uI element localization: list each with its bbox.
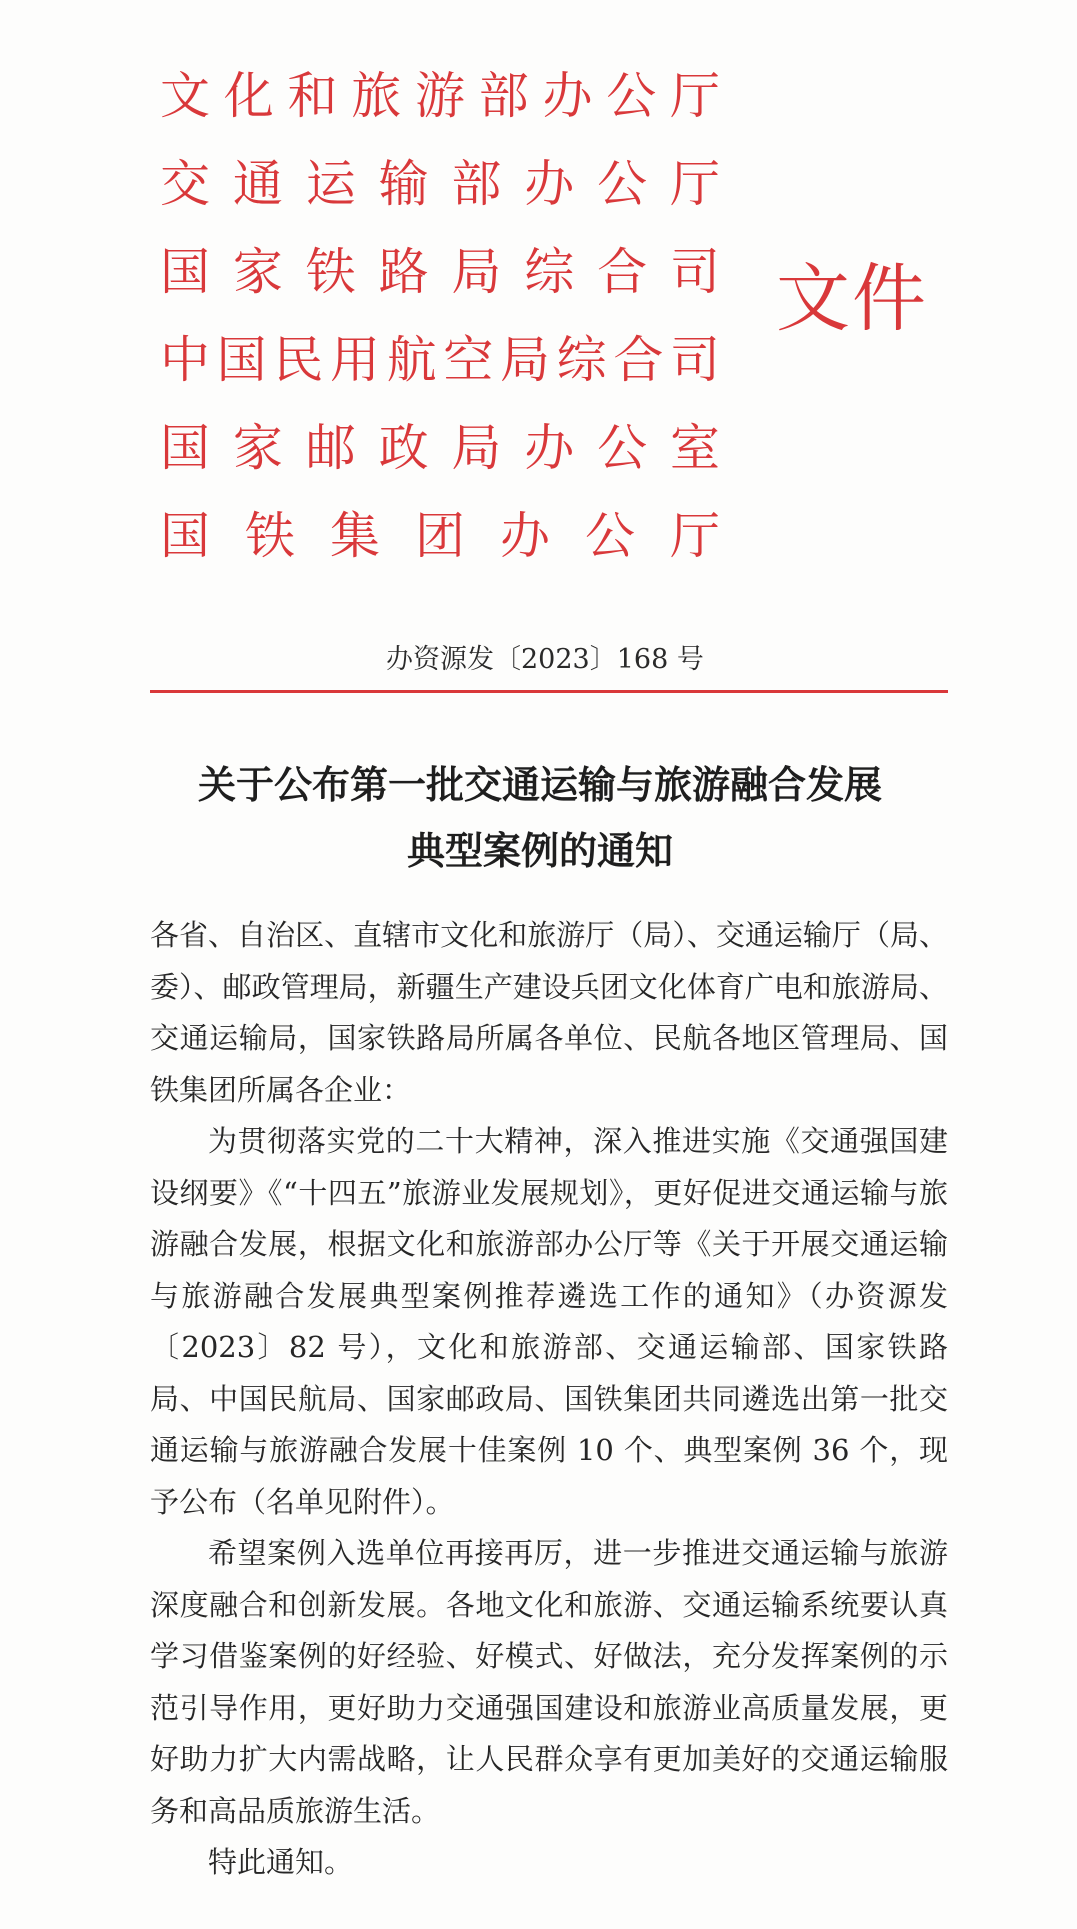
issuer-line: 国铁集团办公厅 [160,507,720,565]
title-line: 关于公布第一批交通运输与旅游融合发展 [197,762,882,807]
document-number: 办资源发〔2023〕168 号 [386,644,704,675]
body-paragraph: 希望案例入选单位再接再厉，进一步推进交通运输与旅游深度融合和创新发展。各地文化和旅游、交通运输系统要认真学习借鉴案例的好经验、好模式、好做法，充分发挥案例的示范引导作用，更好助力交通强国建设和旅游业高质量发展，更好助力扩大内需战略，让人民群众享有更加美好的交通运输服务和高品质旅游生活。 [150,1536,948,1828]
issuer-line: 文化和旅游部办公厅 [160,67,720,125]
issuer-line: 中国民用航空局综合司 [160,331,720,389]
issuer-line: 交通运输部办公厅 [160,155,720,213]
addressee: 各省、自治区、直辖市文化和旅游厅（局）、交通运输厅（局、委）、邮政管理局，新疆生产建设兵团文化体育广电和旅游局、交通运输局，国家铁路局所属各单位、民航各地区管理局、国铁集团所属各企业： [150,918,948,1107]
document-title [120,752,960,884]
issuer-line: 国家邮政局办公室 [160,419,720,477]
document-type-label: 文件 [776,256,928,342]
red-divider-line [150,690,948,693]
issuer-line: 国家铁路局综合司 [160,243,720,301]
issuing-agencies [160,52,720,580]
closing-remark: 特此通知。 [208,1845,354,1879]
title-line: 典型案例的通知 [406,828,673,873]
document-body [150,910,948,1889]
body-paragraph: 为贯彻落实党的二十大精神，深入推进实施《交通强国建设纲要》《“十四五”旅游业发展规划》，更好促进交通运输与旅游融合发展，根据文化和旅游部办公厅等《关于开展交通运输与旅游融合发展典型案例推荐遴选工作的通知》（办资源发〔2023〕82 号），文化和旅游部、交通运输部、国家铁路局、中国民航局、国家邮政局、国铁集团共同遴选出第一批交通运输与旅游融合发展十佳案例 10 个、典型案例 36 个，现予公布（名单见附件）。 [150,1124,948,1519]
